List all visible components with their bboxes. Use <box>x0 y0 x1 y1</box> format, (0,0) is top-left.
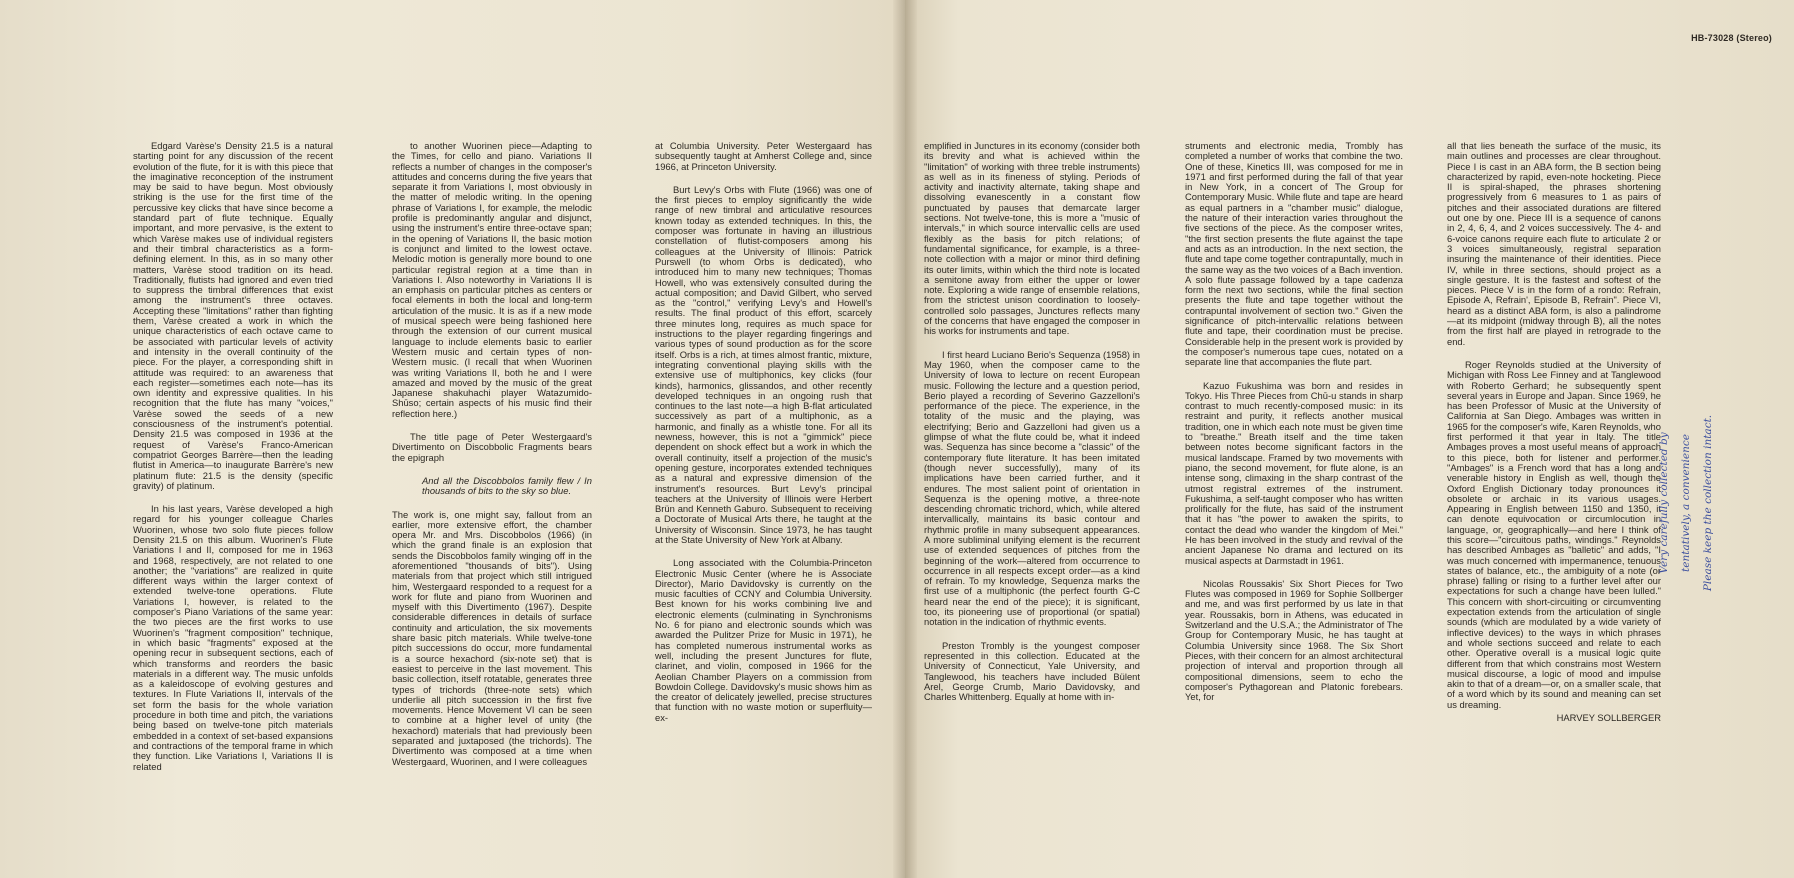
paragraph: Nicolas Roussakis' Six Short Pieces for Two Flutes was composed in 1969 for Sophie Sollberger and me, and was first performed by us late in that year. Roussakis, born in Athens, was educated in Switzerland and the U.S.A.; the Administrator of The Group for Contemporary Music, he has taught at Columbia University since 1968. The Six Short Pieces, with their concern for an almost architectural projection of interval and proportion through all compositional dimensions, seem to echo the composer's Pythagorean and Platonic forebears. Yet, for <box>1185 577 1403 703</box>
catalog-number: HB-73028 (Stereo) <box>1691 33 1772 43</box>
paragraph: I first heard Luciano Berio's Sequenza (1958) in May 1960, when the composer came to the University of Iowa to lecture on recent European music. Following the lecture and a question period, Berio played a recording of Severino Gazzelloni's performance of the piece. The experience, in the totality of the music and the playing, was electrifying; Berio and Gazzelloni had given us a glimpse of what the flute could be, what it indeed was. Sequenza has since become a "classic" of the contemporary flute literature. It has been imitated (though never successfully), many of its implications have been carried further, and it endures. The most salient point of orientation in Sequenza is the opening motive, a three-note descending chromatic trichord, which, while altered intervallically, maintains its basic contour and rhythmic profile in many subsequent appearances. A more subliminal unifying element is the recurrent use of extended sequences of pitches from the beginning of the work—altered from occurrence to occurrence in all respects except order—as a kind of refrain. To my knowledge, Sequenza marks the first use of a multiphonic (the perfect fourth G-C heard near the end of the piece); it is significant, too, its pioneering use of proportional (or spatial) notation in the indication of rhythmic events. <box>924 348 1140 628</box>
text-column-1 <box>133 141 333 785</box>
text-column-5 <box>1185 141 1403 715</box>
paragraph: emplified in Junctures in its economy (consider both its brevity and what is achieved within the "limitation" of working with three treble instruments) as well as in its fineness of styling. Periods of activity and inactivity alternate, taking shape and dissolving evanescently in a constant flow punctuated by pauses that demarcate larger sections. Not twelve-tone, this is more a "music of intervals," in which source intervallic cells are used flexibly as the basis for pitch relations; of fundamental significance, for example, is a three-note collection with a major or minor third defining its outer limits, within which the third note is located a semitone away from either the upper or lower note. Exploring a wide range of ensemble relations, from the strictest unison coordination to loosely-controlled solo passages, Junctures reflects many of the concerns that have engaged the composer in his works for instruments and tape. <box>924 140 1140 337</box>
handwritten-line: Please keep the collection intact. <box>1702 414 1714 592</box>
handwritten-line: tentatively, a convenience <box>1680 434 1692 572</box>
paragraph: Burt Levy's Orbs with Flute (1966) was one of the first pieces to employ significantly the wide range of new timbral and articulative resources known today as extended techniques. In this, the composer was fortunate in having an illustrious constellation of flutist-composers among his colleagues at the University of Illinois: Patrick Purswell (to whom Orbs is dedicated), who introduced him to many new techniques; Thomas Howell, who was extensively consulted during the actual composition; and David Gilbert, who served as the "control," verifying Levy's and Howell's results. The final product of this effort, scarcely three minutes long, requires as much space for instructions to the player regarding fingerings and various types of sound production as for the score itself. Orbs is a rich, at times almost frantic, mixture, integrating conventional playing skills with the extensive use of multiphonics, key clicks (four kinds), harmonics, glissandos, and other recently developed techniques in an ongoing rush that continues to the last note—a high B-flat articulated successively as part of a multiphonic, as a harmonic, and finally as a whistle tone. For all its newness, however, this is not a "gimmick" piece dependent on shock effect but a work in which the overall continuity, itself a projection of the music's opening gesture, incorporates extended techniques as a natural and expressive dimension of the instrument's resources. Burt Levy's principal teachers at the University of Illinois were Herbert Brün and Kenneth Gaburo. Subsequent to receiving a Doctorate of Musical Arts there, he taught at the University of Wisconsin. Since 1973, he has taught at the State University of New York at Albany. <box>655 183 872 545</box>
handwritten-note <box>1653 403 1719 603</box>
paragraph: The work is, one might say, fallout from an earlier, more extensive effort, the chamber opera Mr. and Mrs. Discobbolos (1966) (in which the grand finale is an explosion that sends the Discobbolos family winging off in the aforementioned "thousands of bits"). Using materials from that project which still intrigued him, Westergaard responded to a request for a work for flute and piano from Wuorinen and myself with this Divertimento (1967). Despite considerable differences in details of surface continuity and articulation, the six movements share basic pitch materials. While twelve-tone pitch successions do occur, more fundamental is a source hexachord (six-note set) that is easiest to perceive in the last movement. This basic collection, itself rotatable, generates three types of trichords (three-note sets) which underlie all pitch succession in the first five movements. Hence Movement VI can be seen to combine at a higher level of unity (the hexachord) materials that had previously been separated and juxtaposed (the trichords). The Divertimento was composed at a time when Westergaard, Wuorinen, and I were colleagues <box>392 508 592 767</box>
paragraph: all that lies beneath the surface of the music, its main outlines and processes are clear throughout. Piece I is cast in an ABA form, the B section being characterized by rapid, even-note hocketing. Piece II is spiral-shaped, the phrases shortening progressively from 6 measures to 1 as pairs of pitches and their associated durations are filtered out one by one. Piece III is a sequence of canons in 2, 4, 6, 4, and 2 voices successively. The 4- and 6-voice canons require each flute to articulate 2 or 3 voices simultaneously, registral separation insuring the maintenance of their identities. Piece IV, while in three sections, should project as a single gesture. It is the fastest and softest of the pieces. Piece V is in the form of a rondo: Refrain, Episode A, Refrain', Episode B, Refrain". Piece VI, heard as a distinct ABA form, is also a palindrome—at its midpoint (midway through B), all the notes from the first half are played in retrograde to the end. <box>1447 140 1661 347</box>
paragraph: Roger Reynolds studied at the University of Michigan with Ross Lee Finney and at Tanglewood with Roberto Gerhard; he subsequently spent several years in Europe and Japan. Since 1969, he has been Professor of Music at the University of California at San Diego. Ambages was written in 1965 for the composer's wife, Karen Reynolds, who first performed it that year in Italy. The title Ambages proves a most useful means of approach to this piece, both for listener and performer. "Ambages" is a French word that has a long and venerable history in English as well, though the Oxford English Dictionary today pronounces it obsolete or archaic in its various usages. Appearing in English between 1150 and 1350, it can denote equivocation or circumlocution in language, or, geographically—and here I think of this score—"circuitous paths, windings." Reynolds has described Ambages as "balletic" and adds, "I was much concerned with impermanence, tenuous states of balance, etc., the ambiguity of a note (or phrase) falling or rising to a further level after our expectations for such a change have been lulled." This concern with short-circuiting or circumventing expectation extends from the articulation of single sounds (which are modulated by a wide variety of inflective devices) to the ways in which phrases and whole sections succeed and relate to each other. Operative overall is a musical logic quite different from that which constrains most Western musical discourse, a logic of mood and impulse akin to that of a dream—or, on a smaller scale, that of a word which by its sound and meaning can set us dreaming. <box>1447 358 1661 710</box>
epigraph: And all the Discobbolos family flew / In thousands of bits to the sky so blue. <box>422 474 592 497</box>
handwritten-line: Very carefully collected by <box>1658 432 1670 574</box>
paragraph: Preston Trombly is the youngest composer represented in this collection. Educated at the University of Connecticut, Yale University, and Tanglewood, his teachers have included Bülent Arel, George Crumb, Mario Davidovsky, and Charles Whittenberg. Equally at home with in- <box>924 639 1140 703</box>
paragraph: at Columbia University. Peter Westergaard has subsequently taught at Amherst College and, since 1966, at Princeton University. <box>655 140 872 172</box>
text-column-2 <box>392 141 592 780</box>
paragraph: struments and electronic media, Trombly has completed a number of works that combine the two. One of these, Kinetics III, was composed for me in 1971 and first performed during the fall of that year in New York, in a concert of The Group for Contemporary Music. While flute and tape are heard as equal partners in a "chamber music" dialogue, the nature of their interaction varies throughout the five sections of the piece. As the composer writes, "the first section presents the flute against the tape and acts as an introduction. In the next section, the flute and tape come together contrapuntally, much in the same way as the two voices of a Bach invention. A solo flute passage followed by a tape cadenza form the next two sections, while the final section presents the flute and tape together without the contrapuntal involvement of section two." Given the significance of pitch-intervallic relations between flute and tape, their coordination must be precise. Considerable help in the present work is provided by the composer's numerous tape cues, notated on a separate line that accompanies the flute part. <box>1185 140 1403 368</box>
paragraph: The title page of Peter Westergaard's Divertimento on Discobbolic Fragments bears the epigraph <box>392 431 592 463</box>
paragraph: to another Wuorinen piece—Adapting to the Times, for cello and piano. Variations II reflects a number of changes in the composer's attitudes and concerns during the five years that separate it from Variations I, most obviously in the matter of melodic writing. In the opening phrase of Variations I, for example, the melodic profile is predominantly angular and disjunct, using the instrument's entire three-octave span; in the opening of Variations II, the basic motion is conjunct and limited to the lowest octave. Melodic motion is generally more bound to one particular registral region at a time than in Variations I. Also noteworthy in Variations II is an emphasis on particular pitches as centers or focal elements in both the local and long-term articulation of the music. It is as if a new mode of musical speech were being fashioned here through the extension of our current musical language to include elements basic to earlier Western music and certain types of non-Western music. (I recall that when Wuorinen was writing Variations II, both he and I were amazed and moved by the music of the great Japanese shakuhachi player Watazumido-Shūso; certain aspects of his music find their reflection here.) <box>392 140 592 419</box>
text-column-3 <box>655 141 872 736</box>
author-signature: HARVEY SOLLBERGER <box>1556 712 1661 724</box>
paragraph: Long associated with the Columbia-Princeton Electronic Music Center (where he is Associate Director), Mario Davidovsky is currently on the music faculties of CCNY and Columbia University. Best known for his works combining live and electronic elements (culminating in Synchronisms No. 6 for piano and electronic sounds which was awarded the Pulitzer Prize for Music in 1971), he has completed numerous instrumental works as well, including the present Junctures for flute, clarinet, and violin, composed in 1966 for the Aeolian Chamber Players on a commission from Bowdoin College. Davidovsky's music shows him as the creator of delicately jewelled, precise structures that function with no waste motion or superfluity—ex- <box>655 557 872 723</box>
center-fold <box>893 0 917 878</box>
text-column-6 <box>1447 141 1661 736</box>
paragraph: Kazuo Fukushima was born and resides in Tokyo. His Three Pieces from Chū-u stands in sharp contrast to much recently-composed music: in its restraint and purity, it reflects another musical tradition, one in which each note must be given time to "breathe." Breath itself and the time taken between notes become significant factors in the musical landscape. Framed by two movements with piano, the second movement, for flute alone, is an intense song, climaxing in the sharp contrast of the utmost registral extremes of the instrument. Fukushima, a self-taught composer who has written prolifically for the flute, has said of the instrument that it has "the power to awaken the spirits, to contact the dead who wander the kingdom of Mei." He has been involved in the study and revival of the ancient Japanese No drama and lectured on its musical aspects at Darmstadt in 1961. <box>1185 379 1403 566</box>
text-column-4 <box>924 141 1140 715</box>
paragraph: In his last years, Varèse developed a high regard for his younger colleague Charles Wuorinen, whose two solo flute pieces follow Density 21.5 on this album. Wuorinen's Flute Variations I and II, composed for me in 1963 and 1968, respectively, are not related to one another; the "variations" are realized in quite different ways within the larger context of extended twelve-tone operations. Flute Variations I, however, is related to the composer's Piano Variations of the same year: the two pieces are the first works to use Wuorinen's "fragment composition" technique, in which basic "fragments" exposed at the opening recur in subsequent sections, each of which transforms and reorders the basic materials in a different way. The music unfolds as a kaleidoscope of evolving gestures and textures. In Flute Variations II, intervals of the set form the basis for the whole variation procedure in both time and pitch, the variations being based on twelve-tone pitch materials embedded in a context of set-based expansions and contractions of the temporal frame in which they function. Like Variations I, Variations II is related <box>133 503 333 772</box>
paragraph: Edgard Varèse's Density 21.5 is a natural starting point for any discussion of the recent evolution of the flute, for it is with this piece that the imaginative reconception of the instrument may be said to have begun. Most obviously striking is the use for the first time of the percussive key clicks that have since become a standard part of flute technique. Equally important, and more pervasive, is the extent to which Varèse makes use of individual registers and their timbral characteristics as a form-defining element. In this, as in so many other matters, Varèse stood tradition on its head. Traditionally, flutists had ignored and even tried to suppress the timbral differences that exist among the instrument's three octaves. Accepting these "limitations" rather than fighting them, Varèse created a work in which the unique characteristics of each octave came to be associated with particular levels of activity and intensity in the overall continuity of the piece. For the player, a corresponding shift in attitude was required: to an awareness that each register—sometimes each note—has its own identity and expressive qualities. In his recognition that the flute has many "voices," Varèse sowed the seeds of a new consciousness of the instrument's potential. Density 21.5 was composed in 1936 at the request of Varèse's Franco-American compatriot Georges Barrère—then the leading flutist in America—to inaugurate Barrère's new platinum flute: 21.5 is the density (specific gravity) of platinum. <box>133 140 333 491</box>
